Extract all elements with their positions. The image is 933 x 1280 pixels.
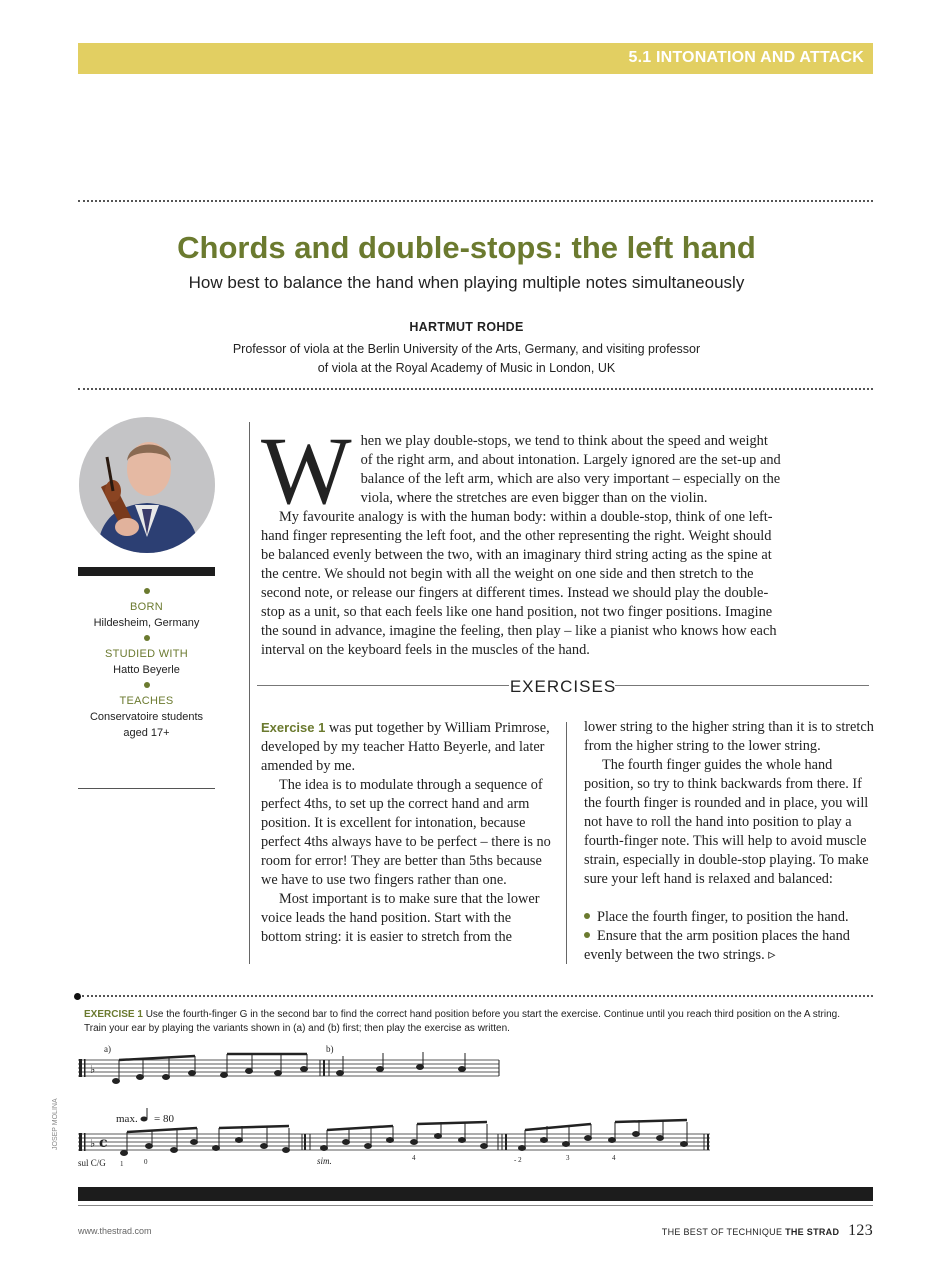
bullet-dot	[584, 913, 590, 919]
exercise-col1-p2: The idea is to modulate through a sequence of perfect 4ths, to set up the correct hand and arm position. It is excellent for intonation, because perfect 4ths always have to be perfect – there is no room for error! They are better than 5ths because we have to use two fingers rather than one.	[261, 777, 551, 888]
author-name: HARTMUT ROHDE	[409, 320, 524, 334]
intro-paragraph-2: My favourite analogy is with the human body: within a double-stop, think of one left-hand finger representing the left foot, and the other representing the right. Weight should be balanced evenly between the two, with an imaginary third string acting as the spine at the centre. We should not begin with all the weight on one side and then stretch to the second note, or release our fingers at different times. Instead we should play the double-stop as a unit, so that each feels like one hand position, not two finger positions. Imagine the sound in advance, imagine the feeling, then play – like a pianist who knows how each interval on the keyboard feels in the muscles of the hand.	[261, 509, 777, 658]
fingering: 3	[566, 1154, 570, 1162]
fingering: 0	[144, 1158, 148, 1166]
drop-cap: W	[261, 417, 352, 524]
bullet-dot	[144, 682, 150, 688]
article-subtitle: How best to balance the hand when playing multiple notes simultaneously	[188, 273, 745, 292]
intro-paragraph-1: hen we play double-stops, we tend to think about the speed and weight of the right arm, and about intonation. Largely ignored are the set-up and balance of the left arm, which are also very important – especially on the viola, where the stretches are even bigger than on the violin.	[360, 433, 781, 506]
exercise-1-lead: Exercise 1	[261, 720, 326, 735]
divider-after-byline	[78, 388, 873, 390]
tempo-value: = 80	[154, 1113, 174, 1125]
author-bio	[78, 584, 215, 741]
author-description	[200, 340, 733, 378]
exercise-caption	[84, 1008, 844, 1036]
author-portrait	[79, 417, 215, 553]
label-b: b)	[326, 1044, 334, 1054]
exercise-col2-p2: The fourth finger guides the whole hand position, so try to think backwards from there. If the fourth finger is rounded and in place, you will not have to roll the hand into position to play a fourth-finger note. This will help to avoid muscle strain, especially in double-stop playing. To make sure your left hand is relaxed and balanced:	[584, 757, 869, 887]
teaches-value: Conservatoire students	[89, 711, 204, 723]
born-value: Hildesheim, Germany	[93, 617, 200, 629]
fingering: 4	[612, 1154, 616, 1162]
sidebar-bar	[78, 567, 215, 576]
divider-top	[78, 200, 873, 202]
footer-rule	[78, 1205, 873, 1206]
clefs	[79, 1059, 86, 1151]
born-label: BORN	[130, 601, 163, 613]
bullet-text-2: Ensure that the arm position places the hand evenly between the two strings.	[584, 928, 850, 963]
article-title: Chords and double-stops: the left hand	[177, 230, 756, 265]
studied-label: STUDIED WITH	[104, 648, 189, 660]
footer-magazine: THE STRAD	[785, 1227, 840, 1237]
flat-sign-1: ♭	[90, 1063, 96, 1076]
sim-marking: sim.	[317, 1156, 332, 1166]
caption-lead: EXERCISE 1	[84, 1009, 143, 1020]
exercise-column-2	[584, 718, 874, 965]
column-rule-mid	[566, 722, 567, 964]
exercise-col1-p1: was put together by William Primrose, developed by my teacher Hatto Beyerle, and later amended by me.	[261, 720, 550, 774]
tempo-prefix: max.	[116, 1113, 138, 1125]
fingering: - 2	[514, 1156, 522, 1164]
end-mark-icon: ▹	[768, 947, 776, 963]
bullet-item-2	[584, 927, 874, 965]
intro-text	[261, 417, 783, 660]
bullet-item-1	[584, 908, 874, 927]
divider-music	[82, 995, 873, 997]
music-notation	[74, 1040, 724, 1180]
column-rule-left	[249, 422, 250, 964]
bullet-dot	[584, 932, 590, 938]
footer-right	[662, 1222, 873, 1240]
bullet-text-1: Place the fourth finger, to position the hand.	[597, 909, 849, 925]
section-header-bar	[78, 43, 873, 74]
exercise-col2-p1: lower string to the higher string than it is to stretch from the higher string to the lower string.	[584, 719, 874, 754]
page-number: 123	[848, 1222, 873, 1239]
staff-lines-1	[78, 1060, 499, 1076]
footer-bar	[78, 1187, 873, 1201]
string-label: sul C/G	[78, 1158, 106, 1168]
teaches-value-2: aged 17+	[123, 727, 170, 739]
teaches-label: TEACHES	[119, 695, 174, 707]
studied-value: Hatto Beyerle	[113, 664, 180, 676]
divider-dot	[74, 993, 81, 1000]
bullet-dot	[144, 588, 150, 594]
caption-text: Use the fourth-finger G in the second bar to find the correct hand position before you start the exercise. Continue until you reach third position on the A string. Train your ear by playing the variants shown in (a) and (b) first; then play the exercise as written.	[84, 1009, 840, 1034]
photo-credit: JOSEP MOLINA	[52, 1098, 59, 1150]
footer-url: www.thestrad.com	[78, 1226, 152, 1236]
exercises-heading	[257, 676, 869, 700]
exercises-heading-text: EXERCISES	[509, 677, 617, 696]
bullet-dot	[144, 635, 150, 641]
sidebar-end-rule	[78, 788, 215, 789]
section-label: 5.1 INTONATION AND ATTACK	[628, 49, 864, 66]
author-desc-line-1: Professor of viola at the Berlin University of the Arts, Germany, and visiting professor	[232, 342, 701, 356]
exercise-column-1	[261, 718, 551, 947]
tempo-note-icon	[141, 1117, 148, 1122]
author-desc-line-2: of viola at the Royal Academy of Music in London, UK	[317, 361, 616, 375]
exercise-col1-p3: Most important is to make sure that the lower voice leads the hand position. Start with the bottom string: it is easier to stretch from the	[261, 891, 540, 945]
label-a: a)	[104, 1044, 111, 1054]
fingering: 1	[120, 1160, 124, 1168]
footer-series: THE BEST OF TECHNIQUE	[661, 1227, 783, 1237]
fingering: 4	[412, 1154, 416, 1162]
common-time: c	[99, 1135, 108, 1151]
flat-sign-2: ♭	[90, 1137, 96, 1150]
